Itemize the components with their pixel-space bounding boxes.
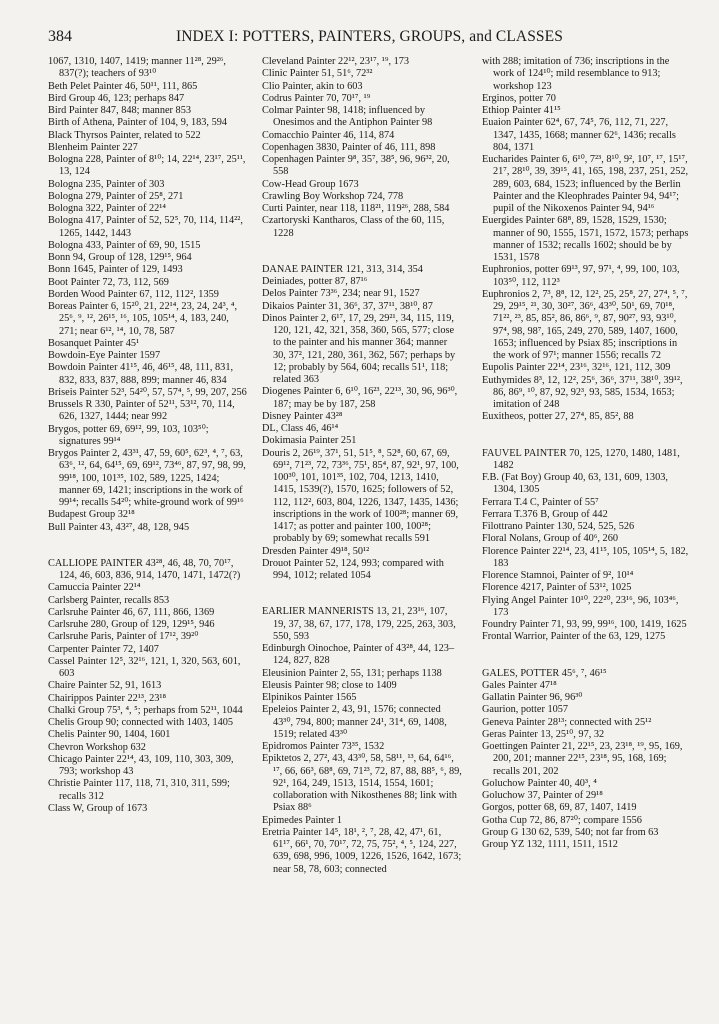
index-entry: FAUVEL PAINTER 70, 125, 1270, 1480, 1481, 1482 [482,447,680,471]
index-entry: 1067, 1310, 1407, 1419; manner 11²⁸, 29²⁶, 837(?); teachers of 93¹⁰ [48,56,226,80]
index-entry: Douris 2, 26¹⁹, 37¹, 51, 51⁵, ⁸, 52⁸, 60, 67, 69, 69¹², 71²³, 72, 73³⁶, 75¹, 85⁴, 87, 92¹, 97, 100, 100³⁰, 101, 101³⁵, 102, 704, 1213, 1410, 1415, 1539(?), 1570, 1625; followers of 52, 112, 112², 603, 804, 1226, 1347, 1435, 1436; inscriptions in the work of 100²⁸; manner 69, 1417; as potter and painter 100, 100²⁸; probably by 69; somewhat recalls 591 [262,447,459,545]
index-entry: Clinic Painter 51, 51⁶, 72³² [262,68,373,80]
index-entry: Chaire Painter 52, 91, 1613 [48,680,162,692]
index-entry: Chairippos Painter 22¹³, 23¹⁸ [48,692,167,704]
index-entry: Euxitheos, potter 27, 27⁴, 85, 85², 88 [482,411,634,423]
index-entry: Geneva Painter 28¹³; connected with 25¹² [482,716,652,728]
index-entry: Gallatin Painter 96, 96³⁰ [482,692,583,703]
index-entry: Ethiop Painter 41¹⁵ [482,105,561,116]
index-entry: Boot Painter 72, 73, 112, 569 [48,276,169,288]
index-entry: Geras Painter 13, 25¹⁰, 97, 32 [482,728,605,740]
index-entry: Chalki Group 75³, ⁴, ⁵; perhaps from 52¹¹, 1044 [48,704,243,716]
section-gap [262,240,462,264]
index-entry: Frontal Warrior, Painter of the 63, 129, 1275 [482,631,666,643]
index-entry: Bonn 1645, Painter of 129, 1493 [48,264,183,276]
index-entry: Dokimasia Painter 251 [262,435,357,447]
index-entry: Eucharides Painter 6, 6¹⁰, 7²³, 8¹⁰, 9², 10⁷, ¹⁷, 15¹⁷, 21⁷, 28¹⁰, 39, 39¹⁵, 41, 165, 198, 237, 251, 252, 289, 603, 684, 1523; influenced by the Berlin Painter and the Kleophrades Painter 94, 94¹⁷; pupil of the Nikoxenos Painter 94, 94¹⁶ [482,154,689,214]
index-entry: Chevron Workshop 632 [48,741,146,753]
index-entry: Cow-Head Group 1673 [262,178,359,190]
index-entry: Dresden Painter 49¹⁸, 50¹² [262,545,370,557]
index-entry: F.B. (Fat Boy) Group 40, 63, 131, 609, 1303, 1304, 1305 [482,472,668,496]
index-entry: Goluchow 37, Painter of 29¹⁸ [482,790,603,801]
index-entry: Carpenter Painter 72, 1407 [48,643,159,655]
index-entry: Epeleios Painter 2, 43, 91, 1576; connected 43³⁰, 794, 800; manner 24¹, 31⁴, 69, 1408, 1519; related 43³⁰ [262,704,447,740]
index-entry: Chelis Painter 90, 1404, 1601 [48,729,171,741]
index-entry: Flying Angel Painter 10¹⁰, 22²⁰, 23¹⁶, 96, 103⁴⁶, 173 [482,594,679,618]
index-entry: Carlsruhe Painter 46, 67, 111, 866, 1369 [48,606,215,618]
index-entry: Eleusis Painter 98; close to 1409 [262,679,397,691]
index-entry: Bird Painter 847, 848; manner 853 [48,105,191,116]
index-entry: DANAE PAINTER 121, 313, 314, 354 [262,263,423,275]
index-entry: Black Thyrsos Painter, related to 522 [48,129,201,141]
index-entry: Brygos, potter 69, 69¹², 99, 103, 103⁵⁰; signatures 99¹⁴ [48,423,209,447]
index-entry: Ferrara T.4 C, Painter of 55⁷ [482,496,599,508]
page-number: 384 [48,28,72,45]
index-entry: Florence Painter 22¹⁴, 23, 41¹⁵, 105, 105¹⁴, 5, 182, 183 [482,545,689,569]
index-entry: Delos Painter 73³⁶, 234; near 91, 1527 [262,288,420,300]
index-column-1 [48,56,248,815]
index-entry: Carlsruhe Paris, Painter of 17¹², 39²⁰ [48,631,199,643]
index-entry: Deiniades, potter 87, 87¹⁶ [262,276,368,287]
index-entry: Blenheim Painter 227 [48,141,138,153]
index-entry: Foundry Painter 71, 93, 99, 99¹⁶, 100, 1419, 1625 [482,619,687,630]
index-entry: Class W, Group of 1673 [48,802,148,814]
section-gap [262,582,462,606]
section-gap [482,424,690,448]
index-entry: Eretria Painter 14⁵, 18¹, ², ⁷, 28, 42, 47¹, 61, 61¹⁷, 66¹, 70, 70¹⁷, 72, 75, 75², ⁴, ⁵, 124, 227, 639, 698, 996, 1009, 1226, 1526, 1642, 1673; near 58, 78, 603; connected [262,826,462,875]
index-entry: Boreas Painter 6, 15²⁰, 21, 22¹⁴, 23, 24, 24³, ⁴, 25⁶, ⁹, ¹², 26¹⁵, ¹⁶, 105, 105¹⁴, 4, 183, 240, 271; near 6¹², ¹⁴, 10, 78, 587 [48,301,238,337]
index-entry: Bosanquet Painter 45¹ [48,337,140,349]
index-entry: Euaion Painter 62⁴, 67, 74⁵, 76, 112, 71, 227, 1347, 1435, 1668; manner 62⁶, 1436; recalls 804, 1371 [482,117,676,153]
index-entry: Briseis Painter 52³, 54²⁰, 57, 57⁴, ⁵, 99, 207, 256 [48,386,247,398]
index-entry: Bologna 235, Painter of 303 [48,178,165,190]
index-entry: Drouot Painter 52, 124, 993; compared with 994, 1012; related 1054 [262,557,444,581]
index-entry: Bowdoin-Eye Painter 1597 [48,350,161,361]
index-entry: Curti Painter, near 118, 118²¹, 119²⁶, 288, 584 [262,203,450,214]
index-entry: Gaurion, potter 1057 [482,704,569,716]
index-entry: Elpinikos Painter 1565 [262,692,357,703]
index-entry: with 288; imitation of 736; inscriptions in the work of 124¹⁰; mild resemblance to 913; workshop 123 [482,56,670,92]
index-entry: Group G 130 62, 539, 540; not far from 63 [482,826,659,838]
index-entry: EARLIER MANNERISTS 13, 21, 23¹⁶, 107, 19, 37, 38, 67, 177, 178, 179, 225, 263, 303, 550, 593 [262,606,456,642]
index-entry: Cassel Painter 12⁵, 32¹⁶, 121, 1, 320, 563, 601, 603 [48,655,241,679]
index-entry: Dikaios Painter 31, 36⁶, 37, 37¹¹, 38¹⁰, 87 [262,300,433,312]
index-entry: Chelis Group 90; connected with 1403, 1405 [48,717,234,728]
index-entry: Euphronios 2, 7³, 8⁸, 12, 12², 25, 25⁸, 27, 27⁴, ⁵, ⁷, 29, 29¹⁵, ²¹, 30, 30²⁷, 36⁶, 43³⁰, 50¹, 69, 70¹⁸, 71²², ²³, 85, 85², 86, 86⁶, ⁹, 87, 90²⁷, 93, 93¹⁰, 97⁴, 98, 98⁷, 165, 249, 270, 589, 1407, 1600, 1653; influenced by Psiax 85; inscriptions in the work of 97¹; manner 1556; recalls 72 [482,288,688,361]
index-entry: Beth Pelet Painter 46, 50¹¹, 111, 865 [48,80,198,92]
running-header [48,28,688,54]
index-entry: Bologna 433, Painter of 69, 90, 1515 [48,239,201,251]
index-entry: Gales Painter 47¹⁸ [482,679,557,691]
index-entry: Edinburgh Oinochoe, Painter of 43²⁸, 44, 123–124, 827, 828 [262,643,455,667]
index-entry: Carlsruhe 280, Group of 129, 129¹⁵, 946 [48,619,215,630]
index-entry: CALLIOPE PAINTER 43²⁸, 46, 48, 70, 70¹⁷, 124, 46, 603, 836, 914, 1470, 1471, 1472(?) [48,557,241,581]
index-entry: Colmar Painter 98, 1418; influenced by Onesimos and the Antiphon Painter 98 [262,105,433,129]
index-entry: Bull Painter 43, 43²⁷, 48, 128, 945 [48,521,190,533]
index-entry: Bowdoin Painter 41¹⁵, 46, 46¹⁵, 48, 111, 831, 832, 833, 837, 888, 899; manner 46, 834 [48,362,234,386]
index-entry: Copenhagen Painter 9⁸, 35⁷, 38⁵, 96, 96³², 20, 558 [262,154,450,178]
index-entry: Florence Stamnoi, Painter of 9², 10¹⁴ [482,570,634,581]
index-entry: Bonn 94, Group of 128, 129¹⁵, 964 [48,252,192,263]
index-entry: Goluchow Painter 40, 40³, ⁴ [482,777,597,789]
index-entry: Eupolis Painter 22¹⁴, 23¹⁶, 32¹⁶, 121, 112, 309 [482,362,671,374]
index-entry: Carlsberg Painter, recalls 853 [48,594,170,606]
index-entry: Gotha Cup 72, 86, 87²⁰; compare 1556 [482,814,642,826]
index-entry: Epiktetos 2, 27², 43, 43³⁰, 58, 58¹¹, ¹³, 64, 64¹⁶, ¹⁷, 66, 66³, 68⁸, 69, 71²³, 72, 87, 88, 88⁵, ⁶, 89, 92¹, 164, 249, 1513, 1514, 1554, 1601; collaboration with Nikosthenes 88; link with Psiax 88⁶ [262,753,462,814]
index-entry: Chicago Painter 22¹⁴, 43, 109, 110, 303, 309, 793; workshop 43 [48,753,234,777]
index-entry: Eleusinion Painter 2, 55, 131; perhaps 1138 [262,667,442,679]
index-entry: Birth of Athena, Painter of 104, 9, 183, 594 [48,117,228,129]
index-entry: Clio Painter, akin to 603 [262,80,363,92]
index-entry: Euthymides 8³, 12, 12², 25⁶, 36⁶, 37¹¹, 38¹⁰, 39¹², 86, 86⁹, ¹⁰, 87, 92, 92³, 93, 585, 1534, 1653; imitation of 248 [482,374,683,410]
index-entry: Group YZ 132, 1111, 1511, 1512 [482,839,618,850]
section-gap [482,644,690,668]
index-entry: Floral Nolans, Group of 40⁶, 260 [482,533,619,545]
index-entry: GALES, POTTER 45⁶, ⁷, 46¹⁵ [482,667,607,679]
running-title: INDEX I: POTTERS, PAINTERS, GROUPS, and CLASSES [176,28,563,45]
index-entry: Borden Wood Painter 67, 112, 112², 1359 [48,288,219,300]
index-column-2 [262,56,462,876]
index-entry: Euergides Painter 68⁸, 89, 1528, 1529, 1530; manner of 90, 1555, 1571, 1572, 1573; perhaps manner of 1532; recalls 1602; should be by 1531, 1578 [482,215,689,263]
index-entry: DL, Class 46, 46¹⁴ [262,423,339,434]
index-entry: Bologna 417, Painter of 52, 52⁵, 70, 114, 114²², 1265, 1442, 1443 [48,215,243,239]
index-entry: Erginos, potter 70 [482,92,556,104]
index-entry: Crawling Boy Workshop 724, 778 [262,190,404,202]
section-gap [48,534,248,558]
index-entry: Budapest Group 32¹⁸ [48,509,135,521]
index-entry: Ferrara T.376 B, Group of 442 [482,508,608,520]
index-entry: Epimedes Painter 1 [262,814,343,826]
index-entry: Disney Painter 43²⁸ [262,410,343,422]
index-entry: Bologna 322, Painter of 22¹⁴ [48,203,166,214]
index-entry: Goettingen Painter 21, 22¹⁵, 23, 23¹⁸, ¹⁹, 95, 169, 200, 201; manner 22¹⁵, 23¹⁸, 95, 168, 169; recalls 201, 202 [482,741,683,777]
index-entry: Czartoryski Kantharos, Class of the 60, 115, 1228 [262,215,445,239]
index-column-3 [482,56,690,851]
index-entry: Euphronios, potter 69¹³, 97, 97¹, ⁴, 99, 100, 103, 103⁵⁰, 112, 112³ [482,264,680,288]
index-entry: Brygos Painter 2, 43³¹, 47, 59, 60⁵, 62³, ⁴, ⁷, 63, 63⁶, ¹², 64, 64¹⁵, 69, 69¹², 73⁴⁶, 87, 97, 98, 99, 99¹⁸, 100, 101³⁵, 102, 589, 1225, 1424; manner 69, 1421; inscriptions in the work of 99¹⁴; recalls 54²⁰; white-ground work of 99¹⁶ [48,448,246,508]
index-entry: Brussels R 330, Painter of 52¹¹, 53¹², 70, 114, 626, 1327, 1444; near 992 [48,399,235,423]
index-entry: Comacchio Painter 46, 114, 874 [262,129,395,141]
index-entry: Florence 4217, Painter of 53¹², 1025 [482,582,632,594]
index-entry: Filottrano Painter 130, 524, 525, 526 [482,521,635,532]
index-entry: Copenhagen 3830, Painter of 46, 111, 898 [262,141,436,153]
index-entry: Cleveland Painter 22¹², 23¹⁷, ¹⁹, 173 [262,56,410,67]
index-entry: Diogenes Painter 6, 6¹⁰, 16²³, 22¹³, 30, 96, 96³⁰, 187; may be by 187, 258 [262,386,458,410]
index-entry: Gorgos, potter 68, 69, 87, 1407, 1419 [482,802,637,814]
index-entry: Bologna 228, Painter of 8¹⁰; 14, 22¹⁴, 23¹⁷, 25¹¹, 13, 124 [48,154,246,178]
index-entry: Dinos Painter 2, 6¹⁷, 17, 29, 29²¹, 34, 115, 119, 120, 121, 42, 321, 358, 360, 565, 577; close to the painter and his manner 364; manner 30, 37², 121, 280, 361, 362, 567; perhaps by 12; probably by 564, 604; recalls 51¹, 118; related 363 [262,312,456,385]
index-entry: Camuccia Painter 22¹⁴ [48,582,141,594]
index-entry: Bird Group 46, 123; perhaps 847 [48,92,185,104]
index-entry: Christie Painter 117, 118, 71, 310, 311, 599; recalls 312 [48,778,230,802]
index-entry: Codrus Painter 70, 70¹⁷, ¹⁹ [262,92,371,104]
index-entry: Bologna 279, Painter of 25⁸, 271 [48,190,184,202]
index-entry: Epidromos Painter 73³⁵, 1532 [262,741,385,752]
